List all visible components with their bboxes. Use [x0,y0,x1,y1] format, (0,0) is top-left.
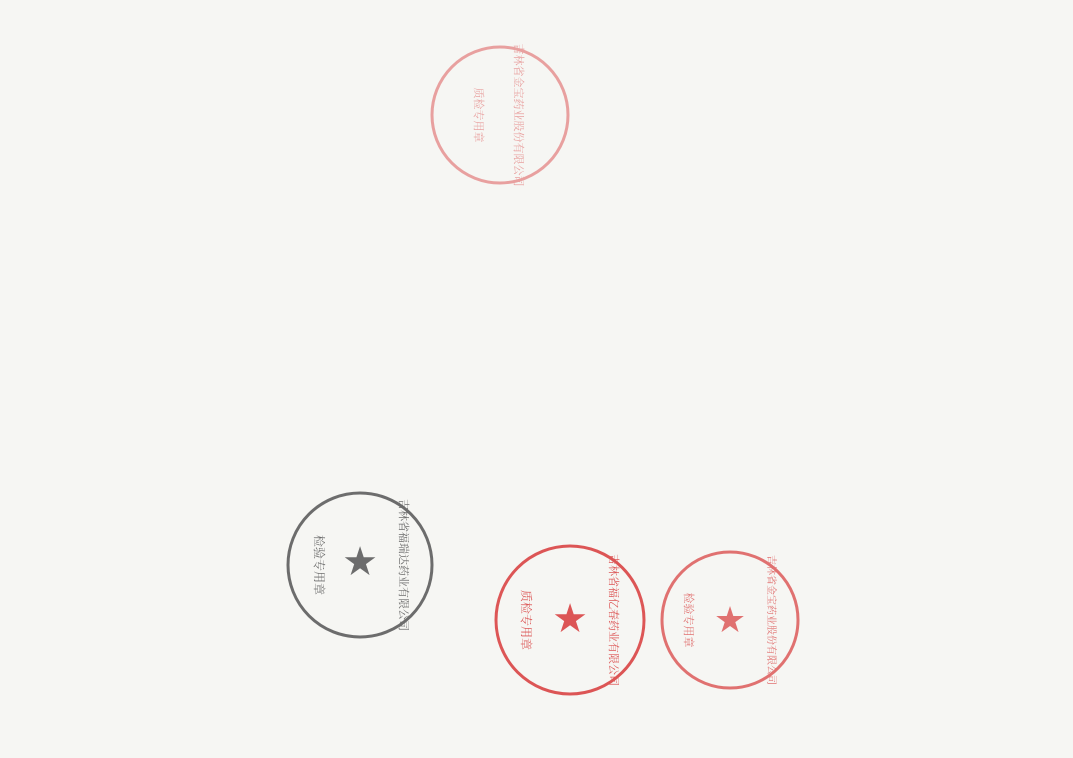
svg-text:★: ★ [552,596,588,642]
seal-red-top-text: 吉林省金宝药业股份有限公司 [512,43,525,187]
seal-red-main-sub: 质检专用章 [519,589,533,651]
seal-red-top-sub: 质检专用章 [472,87,485,143]
seal-stamp-red-main [496,546,644,694]
seal-red-main-text: 吉林省福亿春药业有限公司 [607,554,620,686]
seal-red-right-sub: 检验专用章 [682,592,695,648]
seal-stamp-red-right [662,552,798,688]
seal-stamp-gray [288,493,432,637]
seal-red-right-text: 吉林省金宝药业股份有限公司 [765,555,776,685]
svg-text:★: ★ [342,539,378,585]
svg-text:★: ★ [713,600,747,641]
seal-gray-text: 吉林省福瑞达药业有限公司 [397,499,410,631]
seal-stamp-red-top [432,44,568,187]
seal-gray-sub: 检验专用章 [312,534,326,596]
